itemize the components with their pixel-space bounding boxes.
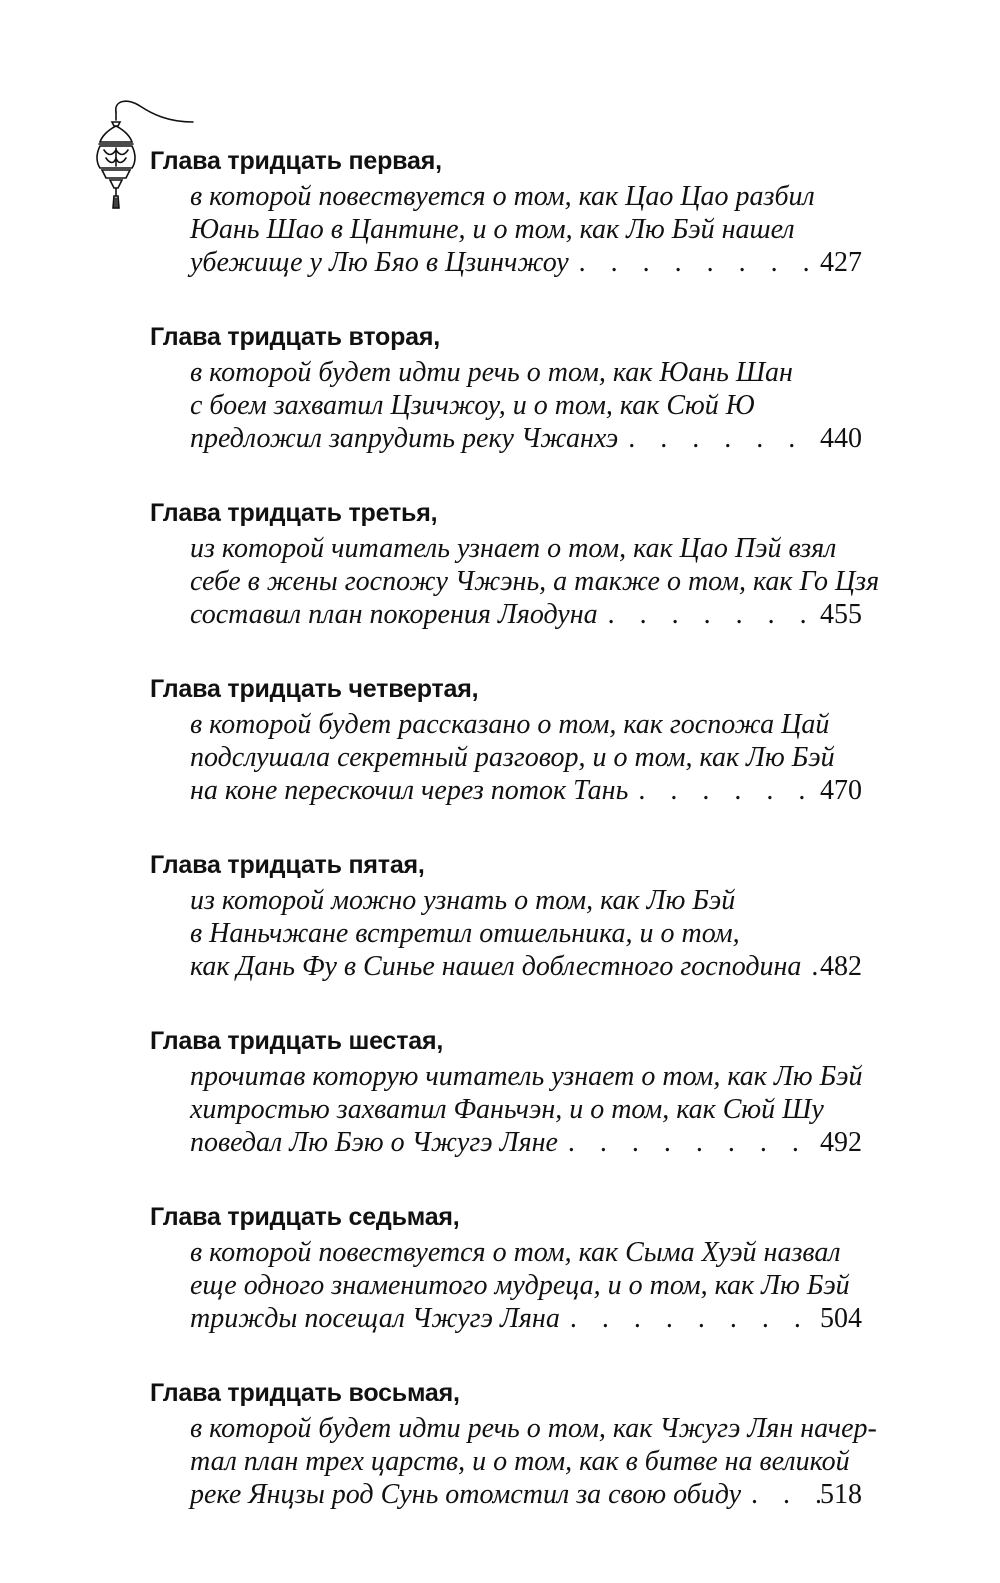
description-line: из которой можно узнать о том, как Лю Бэй — [190, 885, 736, 916]
chapter-description — [150, 532, 880, 631]
dot-leader — [569, 246, 820, 279]
page-number[interactable]: 504 — [820, 1303, 862, 1334]
page-number[interactable]: 440 — [820, 423, 862, 454]
dot-leader — [801, 950, 820, 983]
dot-leader — [741, 1478, 820, 1511]
description-line: себе в жены госпожу Чжэнь, а также о том, как Го Цзя — [190, 566, 880, 597]
description-line: убежище у Лю Бяо в Цзинчжоу — [190, 247, 569, 278]
description-line: в которой повествуется о том, как Сыма Хуэй назвал — [190, 1237, 841, 1268]
description-line: составил план покорения Ляодуна — [190, 599, 598, 630]
dot-leader — [560, 1302, 820, 1335]
chapter-description — [150, 884, 870, 983]
chapter-title: Глава тридцать седьмая, — [150, 1203, 460, 1231]
description-last-line — [190, 1302, 862, 1335]
chapter-description — [150, 1236, 870, 1335]
description-last-line — [190, 950, 862, 983]
page-number[interactable]: 455 — [820, 599, 862, 630]
description-last-line — [190, 1478, 862, 1511]
description-line: в которой будет идти речь о том, как Юань Шан — [190, 357, 793, 388]
toc-entry[interactable] — [150, 849, 870, 983]
chapter-title: Глава тридцать четвертая, — [150, 675, 479, 703]
chapter-title: Глава тридцать пятая, — [150, 851, 425, 879]
page-number[interactable]: 470 — [820, 775, 862, 806]
chapter-title: Глава тридцать шестая, — [150, 1027, 444, 1055]
description-line: в Наньчжане встретил отшельника, и о том, — [190, 918, 740, 949]
description-line: трижды посещал Чжугэ Ляна — [190, 1303, 560, 1334]
description-line: в которой повествуется о том, как Цао Цао разбил — [190, 181, 815, 212]
description-line: еще одного знаменитого мудреца, и о том, как Лю Бэй — [190, 1270, 850, 1301]
toc-entry[interactable] — [150, 145, 870, 279]
description-line: в которой будет идти речь о том, как Чжугэ Лян начер- — [190, 1413, 877, 1444]
toc-entry[interactable] — [150, 1201, 870, 1335]
description-last-line — [190, 774, 862, 807]
dot-leader — [598, 598, 820, 631]
description-line: как Дань Фу в Синье нашел доблестного господина — [190, 951, 802, 982]
page-number[interactable]: 482 — [820, 951, 862, 982]
page-number[interactable]: 492 — [820, 1127, 862, 1158]
description-line: из которой читатель узнает о том, как Цао Пэй взял — [190, 533, 837, 564]
description-line: подслушала секретный разговор, и о том, как Лю Бэй — [190, 742, 835, 773]
description-last-line — [190, 246, 862, 279]
dot-leader — [618, 422, 820, 455]
dot-leader — [558, 1126, 820, 1159]
description-line: с боем захватил Цзичжоу, и о том, как Сюй Ю — [190, 390, 755, 421]
page-number[interactable]: 427 — [820, 247, 862, 278]
description-line: на коне перескочил через поток Тань — [190, 775, 629, 806]
description-line: хитростью захватил Фаньчэн, и о том, как Сюй Шу — [190, 1094, 824, 1125]
description-last-line — [190, 1126, 862, 1159]
chapter-title: Глава тридцать вторая, — [150, 323, 441, 351]
toc-entry[interactable] — [150, 497, 880, 631]
chapter-description — [150, 1060, 870, 1159]
toc-entry[interactable] — [150, 1377, 877, 1511]
description-line: в которой будет рассказано о том, как госпожа Цай — [190, 709, 830, 740]
chapter-description — [150, 180, 870, 279]
toc-entry[interactable] — [150, 1025, 870, 1159]
dot-leader — [628, 774, 820, 807]
description-line: Юань Шао в Цантине, и о том, как Лю Бэй нашел — [190, 214, 795, 245]
chapter-title: Глава тридцать третья, — [150, 499, 438, 527]
description-last-line — [190, 598, 862, 631]
description-line: тал план трех царств, и о том, как в битве на великой — [190, 1446, 850, 1477]
toc-entry[interactable] — [150, 673, 870, 807]
description-last-line — [190, 422, 862, 455]
chapter-description — [150, 708, 870, 807]
description-line: прочитав которую читатель узнает о том, как Лю Бэй — [190, 1061, 863, 1092]
description-line: предложил запрудить реку Чжанхэ — [190, 423, 619, 454]
chapter-title: Глава тридцать восьмая, — [150, 1379, 460, 1407]
table-of-contents — [150, 145, 880, 1553]
toc-entry[interactable] — [150, 321, 870, 455]
chapter-description — [150, 1412, 877, 1511]
description-line: поведал Лю Бэю о Чжугэ Ляне — [190, 1127, 558, 1158]
chapter-description — [150, 356, 870, 455]
page-number[interactable]: 518 — [820, 1479, 862, 1510]
description-line: реке Янцзы род Сунь отомстил за свою обиду — [190, 1479, 742, 1510]
chapter-title: Глава тридцать первая, — [150, 147, 442, 175]
